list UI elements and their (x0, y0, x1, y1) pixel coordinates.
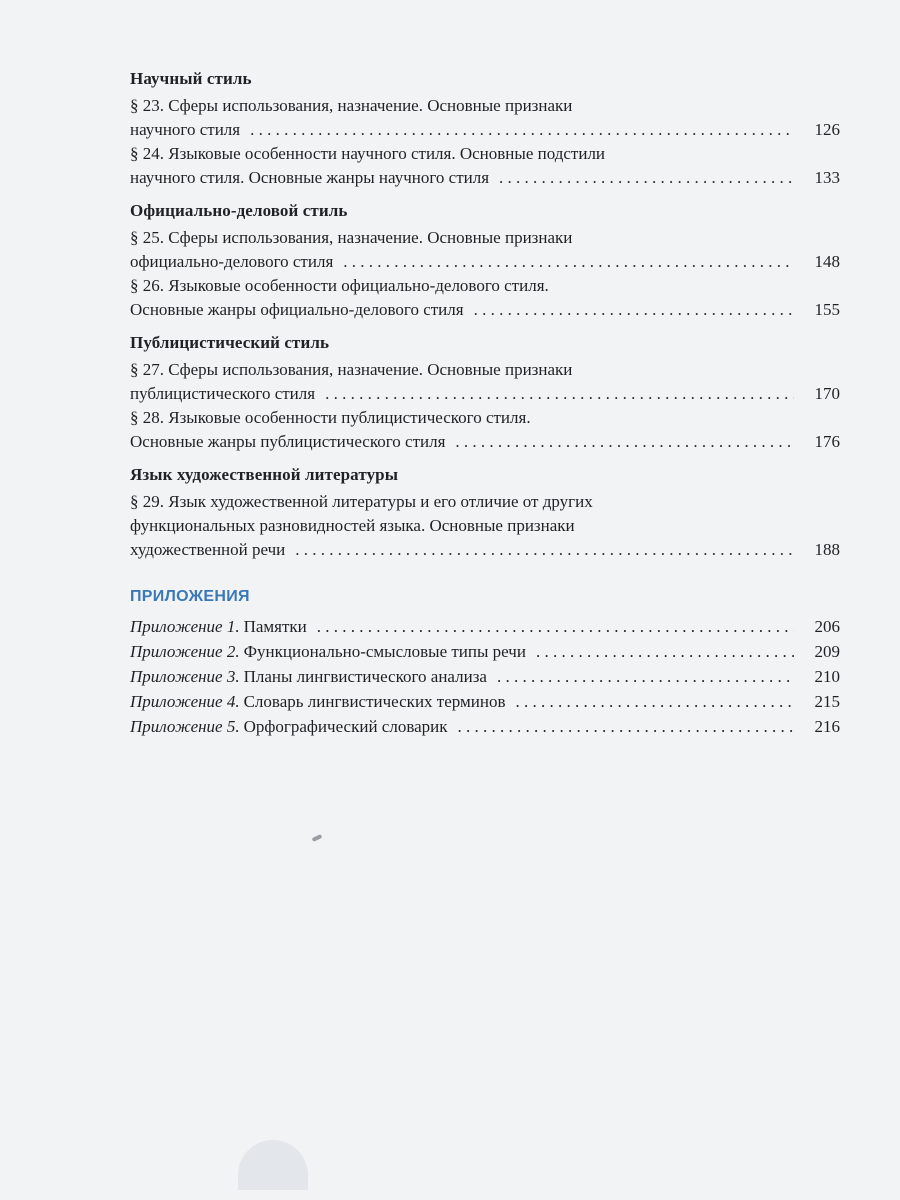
page-number: 133 (814, 168, 840, 187)
entry-title-line: § 26. Языковые особенности официально-делового стиля. (130, 276, 549, 295)
appendix-title: Орфографический словарик (243, 717, 448, 736)
appendix-title: Памятки (243, 617, 307, 636)
page-number: 216 (814, 717, 840, 736)
appendix-title: Словарь лингвистических терминов (243, 692, 506, 711)
appendix-title: Функционально-смысловые типы речи (243, 642, 526, 661)
appendix-label: Приложение 2. (130, 642, 240, 661)
toc-entry[interactable] (130, 142, 840, 190)
entry-title-line: § 29. Язык художественной литературы и его отличие от других (130, 492, 593, 511)
leader-dots (455, 430, 794, 454)
leader-dots (536, 639, 794, 664)
entry-title-line: Основные жанры официально-делового стиля (130, 300, 464, 319)
appendix-title: Планы лингвистического анализа (243, 667, 487, 686)
page-number: 210 (814, 667, 840, 686)
entry-title-line: Основные жанры публицистического стиля (130, 432, 446, 451)
appendix-item[interactable] (130, 639, 840, 664)
section-heading: Язык художественной литературы (130, 465, 399, 484)
appendix-label: Приложение 4. (130, 692, 240, 711)
leader-dots (325, 382, 794, 406)
page-number-tab (238, 1140, 308, 1190)
appendix-item[interactable] (130, 614, 840, 639)
leader-dots (295, 538, 794, 562)
entry-title-line: функциональных разновидностей языка. Основные признаки (130, 516, 575, 535)
page-number: 155 (814, 300, 840, 319)
section-heading: Официально-деловой стиль (130, 201, 348, 220)
page-number: 148 (814, 252, 840, 271)
leader-dots (497, 664, 794, 689)
leader-dots (458, 714, 794, 739)
toc-entry[interactable] (130, 226, 840, 274)
entry-title-line: § 24. Языковые особенности научного стиля. Основные подстили (130, 144, 606, 163)
toc-entry[interactable] (130, 358, 840, 406)
section-journalistic-style (130, 332, 840, 454)
appendix-label: Приложение 5. (130, 717, 240, 736)
entry-title-line: научного стиля (130, 120, 241, 139)
section-heading: Публицистический стиль (130, 333, 330, 352)
toc-entry[interactable] (130, 94, 840, 142)
toc-entry[interactable] (130, 406, 840, 454)
entry-title-line: § 27. Сферы использования, назначение. Основные признаки (130, 360, 573, 379)
leader-dots (343, 250, 794, 274)
toc-entry[interactable] (130, 274, 840, 322)
entry-title-line: § 28. Языковые особенности публицистического стиля. (130, 408, 531, 427)
appendix-label: Приложение 1. (130, 617, 240, 636)
toc-entry[interactable] (130, 490, 840, 562)
leader-dots (499, 166, 794, 190)
page-number: 206 (814, 617, 840, 636)
entry-title-line: § 25. Сферы использования, назначение. Основные признаки (130, 228, 573, 247)
leader-dots (250, 118, 794, 142)
leader-dots (474, 298, 794, 322)
section-official-business-style (130, 200, 840, 322)
page-number: 176 (814, 432, 840, 451)
entry-title-line: § 23. Сферы использования, назначение. Основные признаки (130, 96, 573, 115)
appendix-item[interactable] (130, 689, 840, 714)
table-of-contents (130, 60, 840, 739)
section-literary-language (130, 464, 840, 562)
appendix-item[interactable] (130, 664, 840, 689)
appendix-heading: ПРИЛОЖЕНИЯ (130, 588, 250, 605)
page-number: 170 (814, 384, 840, 403)
entry-title-line: научного стиля. Основные жанры научного стиля (130, 168, 490, 187)
entry-title-line: публицистического стиля (130, 384, 316, 403)
page-number: 215 (814, 692, 840, 711)
appendix-label: Приложение 3. (130, 667, 240, 686)
paper-speck (312, 834, 323, 842)
appendix-item[interactable] (130, 714, 840, 739)
leader-dots (515, 689, 794, 714)
section-scientific-style (130, 68, 840, 190)
section-heading: Научный стиль (130, 69, 252, 88)
page-number: 188 (814, 540, 840, 559)
page-number: 209 (814, 642, 840, 661)
entry-title-line: официально-делового стиля (130, 252, 334, 271)
leader-dots (317, 614, 794, 639)
entry-title-line: художественной речи (130, 540, 286, 559)
page-number: 126 (814, 120, 840, 139)
